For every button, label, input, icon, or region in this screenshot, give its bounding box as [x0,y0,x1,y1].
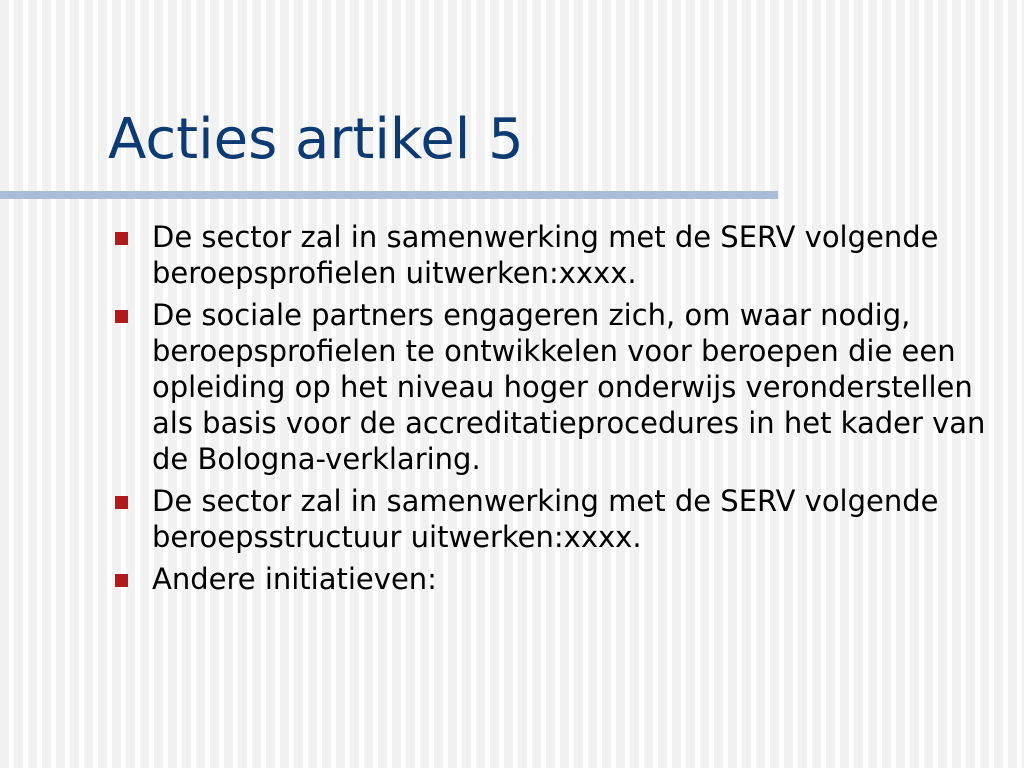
title-divider [0,191,778,199]
square-bullet-icon [115,310,128,323]
bullet-text: De sector zal in samenwerking met de SERV volgende beroepsstructuur uitwerken:xxxx. [152,484,939,554]
bullet-text: De sector zal in samenwerking met de SERV volgende beroepsprofielen uitwerken:xxxx. [152,220,939,290]
bullet-text: Andere initiatieven: [152,562,437,596]
square-bullet-icon [115,574,128,587]
square-bullet-icon [115,496,128,509]
bullet-item [115,219,995,291]
bullet-item [115,297,995,477]
bullet-item [115,561,995,597]
bullet-text: De sociale partners engageren zich, om waar nodig, beroepsprofielen te ontwikkelen voor beroepen die een opleiding op het niveau hoger onderwijs veronderstellen als basis voor de accreditatieprocedures in het kader van de Bologna-verklaring. [152,298,986,476]
bullet-item [115,483,995,555]
square-bullet-icon [115,232,128,245]
bullet-list [115,219,995,603]
slide-title: Acties artikel 5 [108,107,524,172]
